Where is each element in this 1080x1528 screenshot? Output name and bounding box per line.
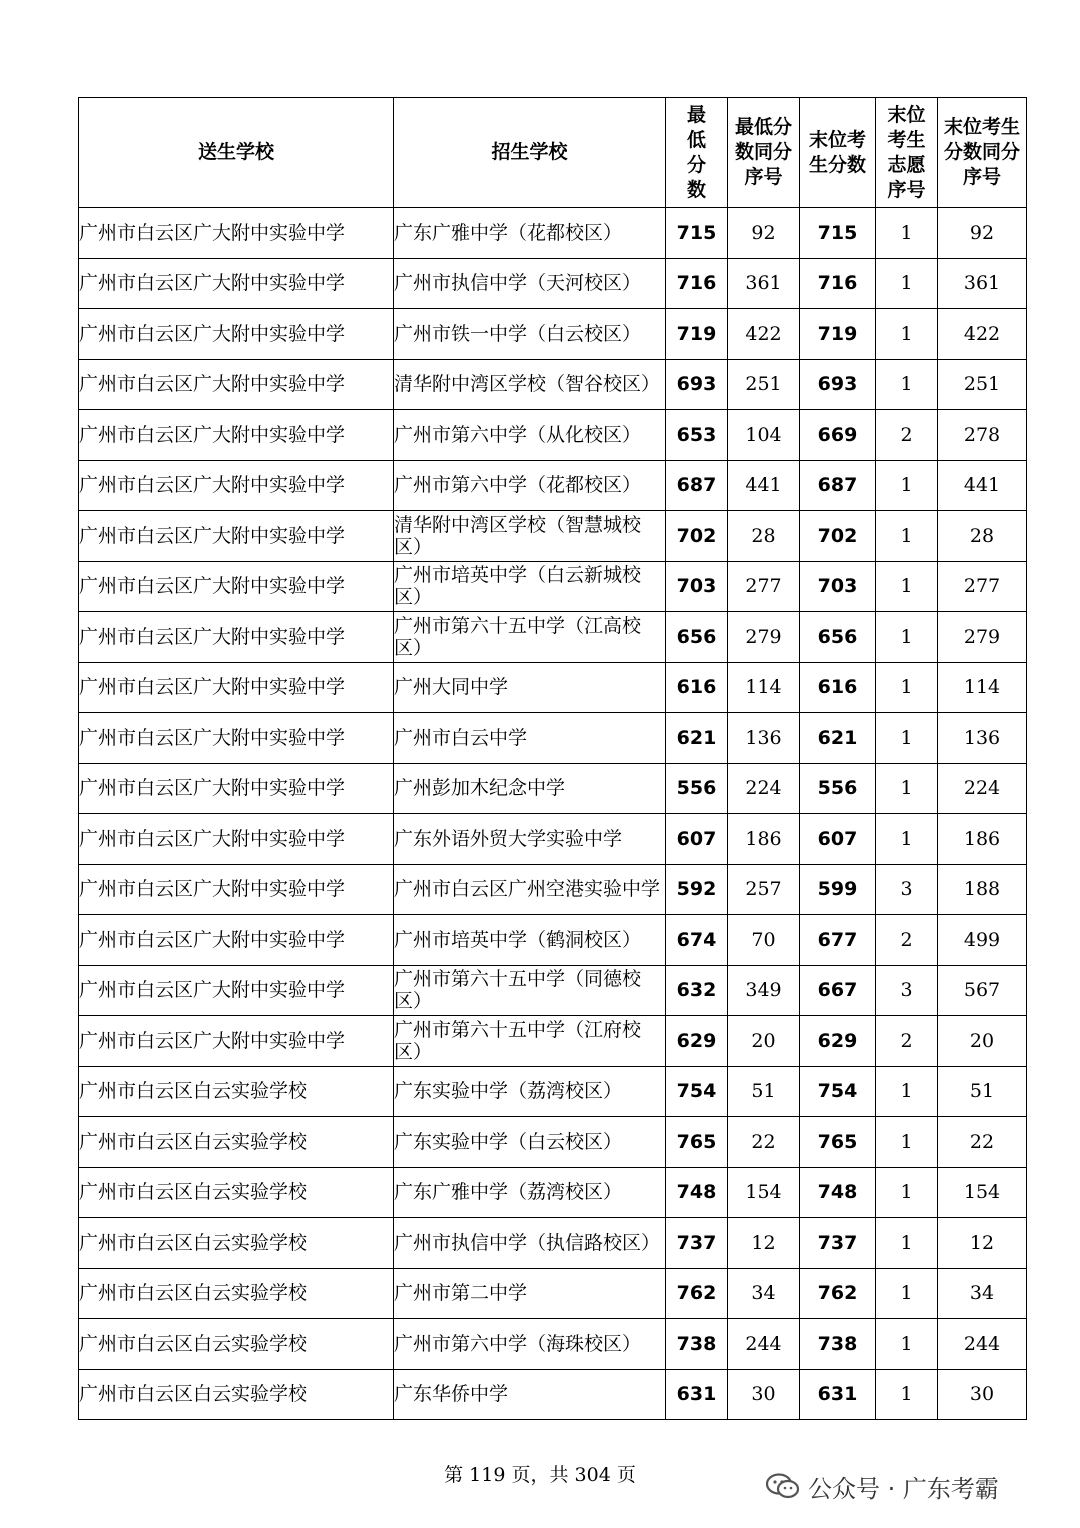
cell-admitting-school: 广东实验中学（荔湾校区）	[394, 1066, 666, 1117]
cell-admitting-school: 清华附中湾区学校（智谷校区）	[394, 359, 666, 410]
cell-last-choice: 1	[876, 1319, 938, 1370]
table-row	[79, 763, 1027, 814]
cell-last-score-rank: 30	[938, 1369, 1027, 1420]
cell-min-score-rank: 22	[728, 1117, 800, 1168]
cell-min-score: 592	[666, 864, 728, 915]
header-last-score-rank: 末位考生分数同分序号	[938, 98, 1027, 208]
cell-admitting-school: 广州市第二中学	[394, 1268, 666, 1319]
cell-last-choice: 1	[876, 612, 938, 663]
cell-min-score: 656	[666, 612, 728, 663]
cell-min-score-rank: 104	[728, 410, 800, 461]
cell-sender-school: 广州市白云区白云实验学校	[79, 1369, 394, 1420]
cell-last-score: 621	[800, 713, 876, 764]
cell-last-score: 693	[800, 359, 876, 410]
table-row	[79, 1218, 1027, 1269]
cell-last-choice: 2	[876, 915, 938, 966]
cell-last-score-rank: 499	[938, 915, 1027, 966]
cell-admitting-school: 广州市第六十五中学（江高校区）	[394, 612, 666, 663]
cell-last-choice: 1	[876, 208, 938, 259]
cell-sender-school: 广州市白云区广大附中实验中学	[79, 561, 394, 612]
page-footer: 第 119 页，共 304 页	[444, 1464, 636, 1486]
cell-min-score-rank: 70	[728, 915, 800, 966]
cell-sender-school: 广州市白云区广大附中实验中学	[79, 915, 394, 966]
cell-last-score-rank: 567	[938, 965, 1027, 1016]
cell-min-score-rank: 34	[728, 1268, 800, 1319]
cell-last-score: 687	[800, 460, 876, 511]
cell-min-score-rank: 349	[728, 965, 800, 1016]
cell-last-score: 669	[800, 410, 876, 461]
cell-admitting-school: 广东外语外贸大学实验中学	[394, 814, 666, 865]
cell-last-choice: 3	[876, 864, 938, 915]
cell-min-score-rank: 20	[728, 1016, 800, 1067]
cell-min-score-rank: 441	[728, 460, 800, 511]
cell-sender-school: 广州市白云区广大附中实验中学	[79, 309, 394, 360]
cell-last-score-rank: 154	[938, 1167, 1027, 1218]
cell-min-score: 762	[666, 1268, 728, 1319]
cell-admitting-school: 广东广雅中学（荔湾校区）	[394, 1167, 666, 1218]
cell-admitting-school: 广州市培英中学（白云新城校区）	[394, 561, 666, 612]
cell-last-score-rank: 92	[938, 208, 1027, 259]
cell-min-score: 754	[666, 1066, 728, 1117]
cell-last-choice: 1	[876, 309, 938, 360]
cell-min-score-rank: 12	[728, 1218, 800, 1269]
cell-min-score-rank: 251	[728, 359, 800, 410]
cell-admitting-school: 广州市白云区广州空港实验中学	[394, 864, 666, 915]
header-admitting-school: 招生学校	[394, 98, 666, 208]
cell-min-score: 703	[666, 561, 728, 612]
cell-admitting-school: 广州市执信中学（执信路校区）	[394, 1218, 666, 1269]
cell-last-score: 737	[800, 1218, 876, 1269]
header-min-score-rank: 最低分数同分序号	[728, 98, 800, 208]
cell-sender-school: 广州市白云区白云实验学校	[79, 1218, 394, 1269]
cell-sender-school: 广州市白云区白云实验学校	[79, 1268, 394, 1319]
cell-admitting-school: 广州市培英中学（鹤洞校区）	[394, 915, 666, 966]
cell-last-choice: 1	[876, 460, 938, 511]
cell-last-choice: 2	[876, 410, 938, 461]
cell-min-score: 748	[666, 1167, 728, 1218]
cell-min-score: 674	[666, 915, 728, 966]
cell-last-score-rank: 51	[938, 1066, 1027, 1117]
cell-last-choice: 1	[876, 1268, 938, 1319]
cell-admitting-school: 广州市第六十五中学（同德校区）	[394, 965, 666, 1016]
table-row	[79, 1369, 1027, 1420]
cell-min-score-rank: 186	[728, 814, 800, 865]
watermark	[766, 1466, 999, 1506]
table-row	[79, 1117, 1027, 1168]
cell-last-score: 599	[800, 864, 876, 915]
cell-last-score-rank: 277	[938, 561, 1027, 612]
cell-last-choice: 1	[876, 662, 938, 713]
cell-last-score-rank: 251	[938, 359, 1027, 410]
header-last-choice: 末位考生志愿序号	[876, 98, 938, 208]
cell-last-score: 607	[800, 814, 876, 865]
cell-min-score-rank: 244	[728, 1319, 800, 1370]
header-last-score: 末位考生分数	[800, 98, 876, 208]
table-row	[79, 612, 1027, 663]
table-row	[79, 410, 1027, 461]
table-row	[79, 1319, 1027, 1370]
cell-sender-school: 广州市白云区广大附中实验中学	[79, 410, 394, 461]
cell-last-score: 703	[800, 561, 876, 612]
cell-admitting-school: 广州市铁一中学（白云校区）	[394, 309, 666, 360]
cell-min-score: 607	[666, 814, 728, 865]
admission-table	[78, 97, 1027, 1420]
cell-sender-school: 广州市白云区广大附中实验中学	[79, 208, 394, 259]
table-row	[79, 662, 1027, 713]
cell-admitting-school: 广州市白云中学	[394, 713, 666, 764]
cell-admitting-school: 广州市第六中学（海珠校区）	[394, 1319, 666, 1370]
table-header-row	[79, 98, 1027, 208]
table-row	[79, 965, 1027, 1016]
cell-last-score-rank: 278	[938, 410, 1027, 461]
cell-sender-school: 广州市白云区广大附中实验中学	[79, 460, 394, 511]
table-row	[79, 258, 1027, 309]
cell-min-score-rank: 257	[728, 864, 800, 915]
cell-min-score: 715	[666, 208, 728, 259]
cell-sender-school: 广州市白云区广大附中实验中学	[79, 662, 394, 713]
cell-last-score: 667	[800, 965, 876, 1016]
cell-last-score-rank: 188	[938, 864, 1027, 915]
cell-min-score: 631	[666, 1369, 728, 1420]
cell-min-score: 632	[666, 965, 728, 1016]
cell-sender-school: 广州市白云区广大附中实验中学	[79, 612, 394, 663]
cell-last-choice: 1	[876, 561, 938, 612]
cell-min-score: 716	[666, 258, 728, 309]
cell-last-score: 702	[800, 511, 876, 562]
cell-last-choice: 1	[876, 511, 938, 562]
cell-admitting-school: 广州市执信中学（天河校区）	[394, 258, 666, 309]
cell-last-score: 765	[800, 1117, 876, 1168]
cell-last-score: 738	[800, 1319, 876, 1370]
cell-min-score: 738	[666, 1319, 728, 1370]
cell-min-score: 653	[666, 410, 728, 461]
cell-last-choice: 1	[876, 713, 938, 764]
cell-last-score-rank: 244	[938, 1319, 1027, 1370]
cell-sender-school: 广州市白云区白云实验学校	[79, 1066, 394, 1117]
table-row	[79, 309, 1027, 360]
cell-last-score-rank: 136	[938, 713, 1027, 764]
cell-last-score: 629	[800, 1016, 876, 1067]
cell-last-score: 715	[800, 208, 876, 259]
cell-min-score-rank: 114	[728, 662, 800, 713]
cell-sender-school: 广州市白云区广大附中实验中学	[79, 713, 394, 764]
table-row	[79, 208, 1027, 259]
cell-min-score-rank: 279	[728, 612, 800, 663]
cell-last-choice: 1	[876, 814, 938, 865]
cell-last-score-rank: 186	[938, 814, 1027, 865]
cell-last-score: 616	[800, 662, 876, 713]
cell-min-score-rank: 154	[728, 1167, 800, 1218]
cell-last-score: 754	[800, 1066, 876, 1117]
cell-admitting-school: 清华附中湾区学校（智慧城校区）	[394, 511, 666, 562]
cell-last-choice: 1	[876, 258, 938, 309]
cell-last-choice: 1	[876, 1167, 938, 1218]
cell-last-score: 631	[800, 1369, 876, 1420]
cell-last-choice: 1	[876, 1066, 938, 1117]
cell-last-score-rank: 20	[938, 1016, 1027, 1067]
cell-sender-school: 广州市白云区白云实验学校	[79, 1319, 394, 1370]
cell-min-score-rank: 277	[728, 561, 800, 612]
watermark-text: 公众号 · 广东考霸	[808, 1474, 999, 1503]
cell-last-score: 716	[800, 258, 876, 309]
cell-last-score: 656	[800, 612, 876, 663]
cell-min-score: 693	[666, 359, 728, 410]
cell-last-score-rank: 34	[938, 1268, 1027, 1319]
cell-sender-school: 广州市白云区广大附中实验中学	[79, 258, 394, 309]
table-row	[79, 1167, 1027, 1218]
cell-last-score-rank: 422	[938, 309, 1027, 360]
cell-min-score: 719	[666, 309, 728, 360]
cell-sender-school: 广州市白云区广大附中实验中学	[79, 511, 394, 562]
table-row	[79, 864, 1027, 915]
table-row	[79, 460, 1027, 511]
header-min-score: 最低分数	[666, 98, 728, 208]
cell-admitting-school: 广东实验中学（白云校区）	[394, 1117, 666, 1168]
cell-admitting-school: 广州彭加木纪念中学	[394, 763, 666, 814]
cell-last-choice: 3	[876, 965, 938, 1016]
cell-min-score-rank: 224	[728, 763, 800, 814]
cell-last-score-rank: 361	[938, 258, 1027, 309]
cell-admitting-school: 广东广雅中学（花都校区）	[394, 208, 666, 259]
table-row	[79, 511, 1027, 562]
cell-sender-school: 广州市白云区广大附中实验中学	[79, 864, 394, 915]
table-row	[79, 1016, 1027, 1067]
cell-last-choice: 2	[876, 1016, 938, 1067]
wechat-icon	[766, 1473, 800, 1499]
cell-last-score: 719	[800, 309, 876, 360]
cell-last-score-rank: 22	[938, 1117, 1027, 1168]
cell-last-score-rank: 12	[938, 1218, 1027, 1269]
cell-min-score-rank: 136	[728, 713, 800, 764]
cell-sender-school: 广州市白云区广大附中实验中学	[79, 965, 394, 1016]
table-row	[79, 561, 1027, 612]
cell-sender-school: 广州市白云区广大附中实验中学	[79, 814, 394, 865]
cell-last-score-rank: 441	[938, 460, 1027, 511]
cell-admitting-school: 广州市第六中学（从化校区）	[394, 410, 666, 461]
cell-last-score-rank: 114	[938, 662, 1027, 713]
cell-min-score: 616	[666, 662, 728, 713]
table-row	[79, 713, 1027, 764]
cell-min-score-rank: 361	[728, 258, 800, 309]
cell-min-score-rank: 51	[728, 1066, 800, 1117]
cell-min-score: 629	[666, 1016, 728, 1067]
cell-last-choice: 1	[876, 1369, 938, 1420]
cell-last-score: 556	[800, 763, 876, 814]
cell-last-score-rank: 28	[938, 511, 1027, 562]
table-row	[79, 915, 1027, 966]
cell-sender-school: 广州市白云区广大附中实验中学	[79, 763, 394, 814]
cell-min-score-rank: 92	[728, 208, 800, 259]
cell-admitting-school: 广东华侨中学	[394, 1369, 666, 1420]
cell-last-score: 677	[800, 915, 876, 966]
cell-min-score-rank: 28	[728, 511, 800, 562]
cell-sender-school: 广州市白云区广大附中实验中学	[79, 1016, 394, 1067]
table-row	[79, 359, 1027, 410]
cell-last-score-rank: 279	[938, 612, 1027, 663]
cell-admitting-school: 广州市第六中学（花都校区）	[394, 460, 666, 511]
cell-last-score: 748	[800, 1167, 876, 1218]
cell-sender-school: 广州市白云区广大附中实验中学	[79, 359, 394, 410]
cell-last-choice: 1	[876, 1117, 938, 1168]
cell-last-score: 762	[800, 1268, 876, 1319]
cell-min-score-rank: 422	[728, 309, 800, 360]
cell-last-choice: 1	[876, 763, 938, 814]
cell-sender-school: 广州市白云区白云实验学校	[79, 1117, 394, 1168]
cell-min-score-rank: 30	[728, 1369, 800, 1420]
cell-last-choice: 1	[876, 359, 938, 410]
cell-last-score-rank: 224	[938, 763, 1027, 814]
cell-sender-school: 广州市白云区白云实验学校	[79, 1167, 394, 1218]
cell-last-choice: 1	[876, 1218, 938, 1269]
cell-min-score: 702	[666, 511, 728, 562]
table-row	[79, 814, 1027, 865]
cell-min-score: 687	[666, 460, 728, 511]
table-row	[79, 1066, 1027, 1117]
cell-admitting-school: 广州市第六十五中学（江府校区）	[394, 1016, 666, 1067]
cell-min-score: 556	[666, 763, 728, 814]
table-row	[79, 1268, 1027, 1319]
cell-min-score: 765	[666, 1117, 728, 1168]
header-sender-school: 送生学校	[79, 98, 394, 208]
cell-min-score: 737	[666, 1218, 728, 1269]
cell-admitting-school: 广州大同中学	[394, 662, 666, 713]
cell-min-score: 621	[666, 713, 728, 764]
